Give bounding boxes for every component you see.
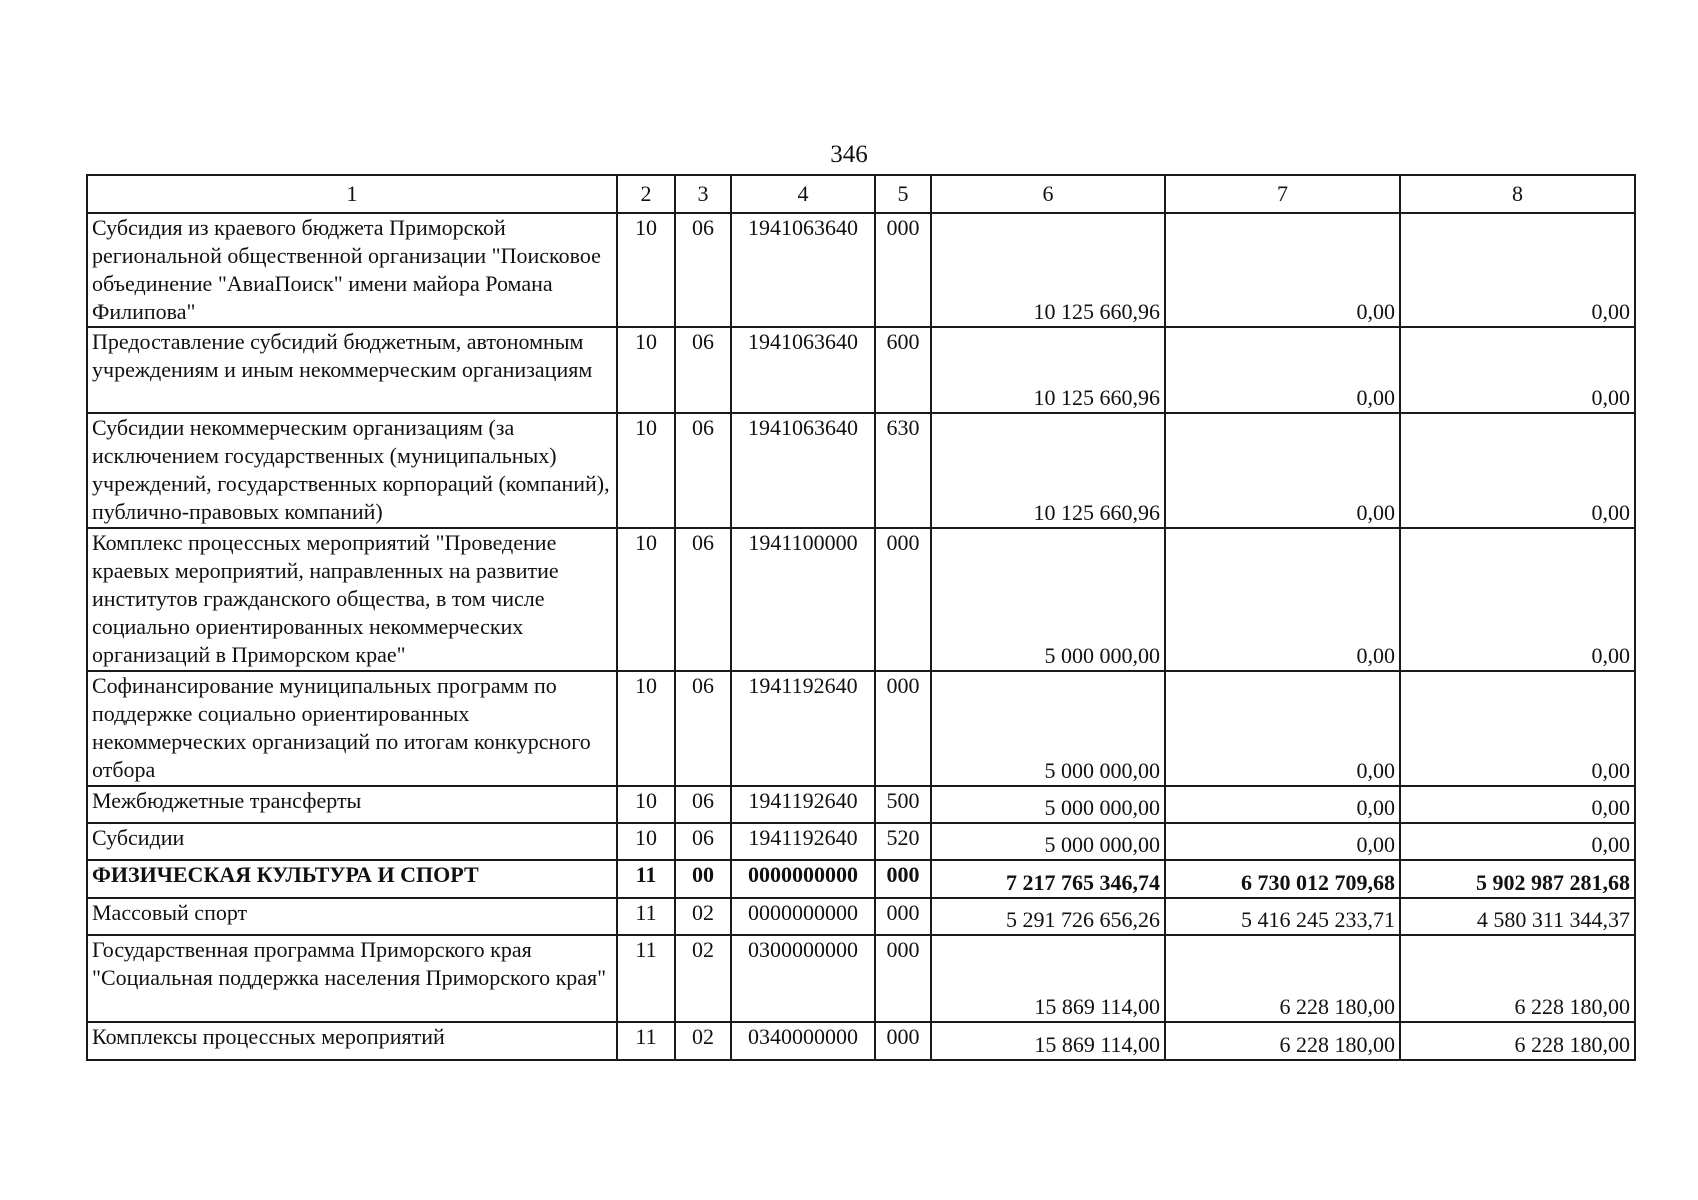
column-header: 2 — [617, 175, 675, 213]
target-article-code: 0300000000 — [731, 935, 875, 1022]
amount-column-6: 15 869 114,00 — [931, 935, 1165, 1022]
amount-column-7: 6 228 180,00 — [1165, 1022, 1400, 1060]
section-code: 11 — [617, 860, 675, 898]
expense-type-code: 630 — [875, 413, 931, 528]
table-row — [87, 823, 1635, 860]
amount-column-7: 5 416 245 233,71 — [1165, 898, 1400, 935]
subsection-code: 02 — [675, 898, 731, 935]
amount-column-7: 0,00 — [1165, 213, 1400, 327]
target-article-code: 0000000000 — [731, 860, 875, 898]
amount-column-8: 0,00 — [1400, 213, 1635, 327]
column-header: 7 — [1165, 175, 1400, 213]
amount-column-6: 10 125 660,96 — [931, 413, 1165, 528]
expense-type-code: 500 — [875, 786, 931, 823]
amount-column-8: 4 580 311 344,37 — [1400, 898, 1635, 935]
target-article-code: 0340000000 — [731, 1022, 875, 1060]
row-name: Предоставление субсидий бюджетным, автономным учреждениям и иным некоммерческим организациям — [87, 327, 617, 413]
expense-type-code: 000 — [875, 213, 931, 327]
amount-column-6: 10 125 660,96 — [931, 213, 1165, 327]
table-row — [87, 327, 1635, 413]
subsection-code: 06 — [675, 213, 731, 327]
column-header: 3 — [675, 175, 731, 213]
amount-column-7: 6 228 180,00 — [1165, 935, 1400, 1022]
amount-column-6: 5 000 000,00 — [931, 671, 1165, 786]
expense-type-code: 000 — [875, 671, 931, 786]
table-row — [87, 935, 1635, 1022]
row-name: Комплексы процессных мероприятий — [87, 1022, 617, 1060]
subsection-code: 02 — [675, 1022, 731, 1060]
row-name: Межбюджетные трансферты — [87, 786, 617, 823]
target-article-code: 1941063640 — [731, 413, 875, 528]
column-header: 8 — [1400, 175, 1635, 213]
section-code: 11 — [617, 935, 675, 1022]
amount-column-8: 0,00 — [1400, 823, 1635, 860]
subsection-code: 06 — [675, 528, 731, 671]
target-article-code: 1941063640 — [731, 327, 875, 413]
target-article-code: 1941100000 — [731, 528, 875, 671]
table-row — [87, 413, 1635, 528]
amount-column-8: 0,00 — [1400, 327, 1635, 413]
section-code: 10 — [617, 671, 675, 786]
amount-column-8: 0,00 — [1400, 413, 1635, 528]
table-row — [87, 898, 1635, 935]
subsection-code: 06 — [675, 327, 731, 413]
subsection-code: 06 — [675, 413, 731, 528]
amount-column-6: 10 125 660,96 — [931, 327, 1165, 413]
expense-type-code: 600 — [875, 327, 931, 413]
amount-column-7: 0,00 — [1165, 528, 1400, 671]
row-name: Субсидия из краевого бюджета Приморской региональной общественной организации "Поисковое объединение "АвиаПоиск" имени майора Романа Филипова" — [87, 213, 617, 327]
target-article-code: 1941192640 — [731, 786, 875, 823]
amount-column-6: 5 000 000,00 — [931, 786, 1165, 823]
section-code: 11 — [617, 1022, 675, 1060]
amount-column-7: 0,00 — [1165, 327, 1400, 413]
amount-column-8: 0,00 — [1400, 671, 1635, 786]
section-code: 10 — [617, 413, 675, 528]
target-article-code: 1941192640 — [731, 671, 875, 786]
target-article-code: 1941192640 — [731, 823, 875, 860]
row-name: Субсидии некоммерческим организациям (за исключением государственных (муниципальных) учреждений, государственных корпораций (компаний), публично-правовых компаний) — [87, 413, 617, 528]
expense-type-code: 000 — [875, 1022, 931, 1060]
row-name: Массовый спорт — [87, 898, 617, 935]
table-row — [87, 1022, 1635, 1060]
amount-column-7: 0,00 — [1165, 671, 1400, 786]
section-code: 10 — [617, 327, 675, 413]
subsection-code: 06 — [675, 786, 731, 823]
page-number: 346 — [830, 141, 868, 168]
table-row — [87, 528, 1635, 671]
expense-type-code: 520 — [875, 823, 931, 860]
section-code: 11 — [617, 898, 675, 935]
amount-column-7: 6 730 012 709,68 — [1165, 860, 1400, 898]
column-number-header-row — [87, 175, 1635, 213]
column-header: 1 — [87, 175, 617, 213]
amount-column-8: 6 228 180,00 — [1400, 935, 1635, 1022]
column-header: 6 — [931, 175, 1165, 213]
subsection-code: 06 — [675, 823, 731, 860]
table-row-section-total — [87, 860, 1635, 898]
amount-column-8: 0,00 — [1400, 528, 1635, 671]
subsection-code: 06 — [675, 671, 731, 786]
table-row — [87, 671, 1635, 786]
target-article-code: 0000000000 — [731, 898, 875, 935]
row-name: ФИЗИЧЕСКАЯ КУЛЬТУРА И СПОРТ — [87, 860, 617, 898]
expense-type-code: 000 — [875, 860, 931, 898]
column-header: 5 — [875, 175, 931, 213]
row-name: Субсидии — [87, 823, 617, 860]
row-name: Государственная программа Приморского края "Социальная поддержка населения Приморского края" — [87, 935, 617, 1022]
amount-column-8: 0,00 — [1400, 786, 1635, 823]
amount-column-6: 15 869 114,00 — [931, 1022, 1165, 1060]
amount-column-7: 0,00 — [1165, 413, 1400, 528]
row-name: Комплекс процессных мероприятий "Проведение краевых мероприятий, направленных на развитие институтов гражданского общества, в том числе социально ориентированных некоммерческих организаций в Приморском крае" — [87, 528, 617, 671]
amount-column-6: 7 217 765 346,74 — [931, 860, 1165, 898]
target-article-code: 1941063640 — [731, 213, 875, 327]
expense-type-code: 000 — [875, 528, 931, 671]
expense-type-code: 000 — [875, 898, 931, 935]
section-code: 10 — [617, 786, 675, 823]
row-name: Софинансирование муниципальных программ по поддержке социально ориентированных некоммерческих организаций по итогам конкурсного отбора — [87, 671, 617, 786]
subsection-code: 00 — [675, 860, 731, 898]
amount-column-6: 5 000 000,00 — [931, 528, 1165, 671]
amount-column-6: 5 291 726 656,26 — [931, 898, 1165, 935]
subsection-code: 02 — [675, 935, 731, 1022]
section-code: 10 — [617, 528, 675, 671]
expense-type-code: 000 — [875, 935, 931, 1022]
table-row — [87, 786, 1635, 823]
section-code: 10 — [617, 213, 675, 327]
amount-column-6: 5 000 000,00 — [931, 823, 1165, 860]
budget-table — [86, 174, 1636, 1061]
amount-column-7: 0,00 — [1165, 786, 1400, 823]
column-header: 4 — [731, 175, 875, 213]
section-code: 10 — [617, 823, 675, 860]
amount-column-8: 5 902 987 281,68 — [1400, 860, 1635, 898]
amount-column-8: 6 228 180,00 — [1400, 1022, 1635, 1060]
amount-column-7: 0,00 — [1165, 823, 1400, 860]
table-row — [87, 213, 1635, 327]
